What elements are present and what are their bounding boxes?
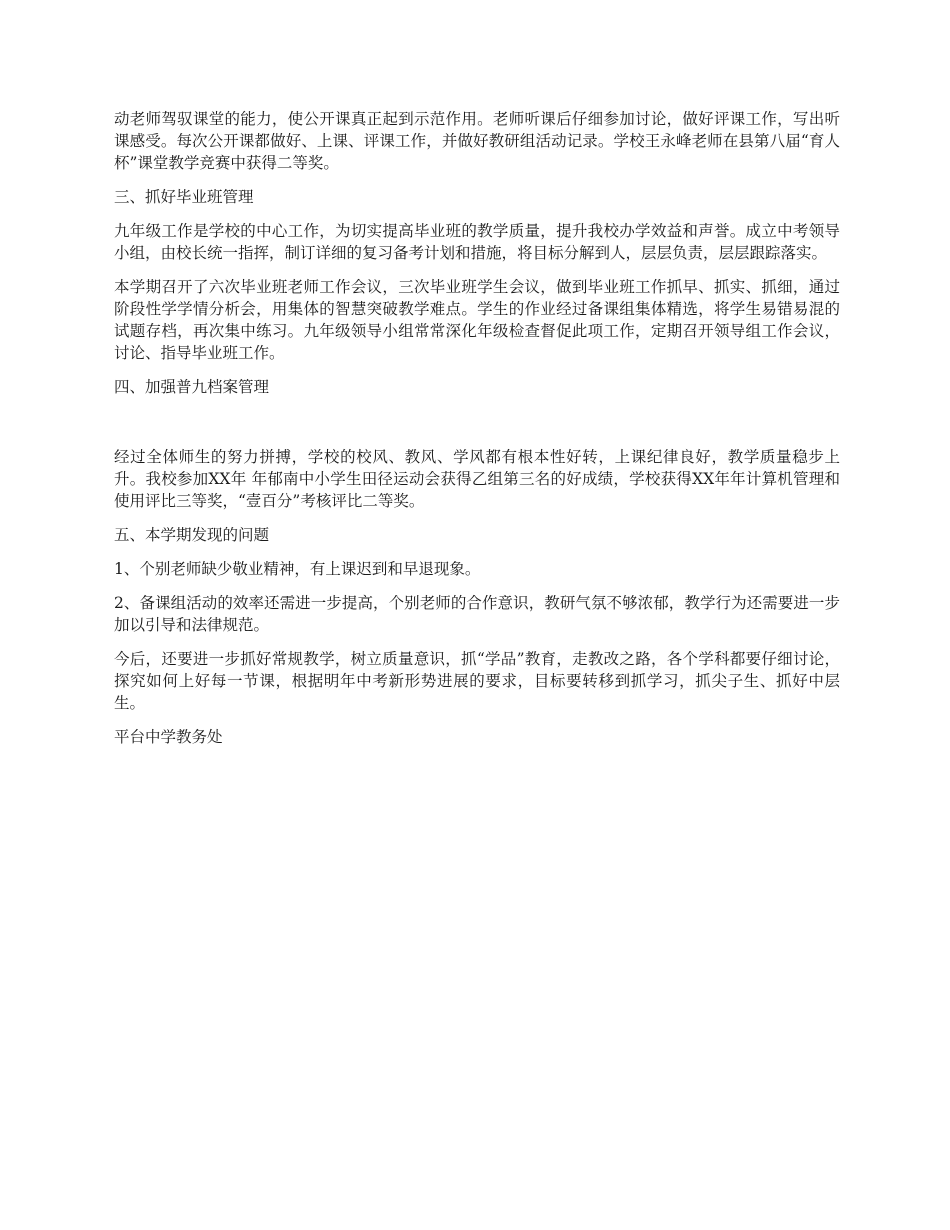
signature-office: 平台中学教务处 <box>114 728 223 746</box>
paragraph-achievements: 经过全体师生的努力拼搏，学校的校风、教风、学风都有根本性好转，上课纪律良好，教学质量稳步上升。我校参加XX年 年郁南中小学生田径运动会获得乙组第三名的好成绩，学校获得XX年年计算机管理和使用评比三等奖，“壹百分”考核评比二等奖。 <box>114 448 840 510</box>
document-page <box>114 108 840 760</box>
paragraph-problem-1: 1、个别老师缺少敬业精神，有上课迟到和早退现象。 <box>114 560 481 578</box>
paragraph-graduating-meetings: 本学期召开了六次毕业班老师工作会议，三次毕业班学生会议，做到毕业班工作抓早、抓实、抓细，通过阶段性学学情分析会，用集体的智慧突破教学难点。学生的作业经过备课组集体精选，将学生易错易混的试题存档，再次集中练习。九年级领导小组常常深化年级检查督促此项工作，定期召开领导组工作会议，讨论、指导毕业班工作。 <box>114 278 840 362</box>
paragraph-open-class: 动老师驾驭课堂的能力，使公开课真正起到示范作用。老师听课后仔细参加讨论，做好评课工作，写出听课感受。每次公开课都做好、上课、评课工作，并做好教研组活动记录。学校王永峰老师在县第八届“育人杯”课堂教学竞赛中获得二等奖。 <box>114 110 840 172</box>
paragraph-problem-2: 2、备课组活动的效率还需进一步提高，个别老师的合作意识，教研气氛不够浓郁，教学行为还需要进一步加以引导和法律规范。 <box>114 594 840 634</box>
paragraph-grade-nine: 九年级工作是学校的中心工作，为切实提高毕业班的教学质量，提升我校办学效益和声誉。成立中考领导小组，由校长统一指挥，制订详细的复习备考计划和措施，将目标分解到人，层层负责，层层跟踪落实。 <box>114 222 840 262</box>
paragraph-future-plan: 今后，还要进一步抓好常规教学，树立质量意识，抓“学品”教育，走教改之路，各个学科都要仔细讨论，探究如何上好每一节课，根据明年中考新形势进展的要求，目标要转移到抓学习，抓尖子生、抓好中层生。 <box>114 650 840 712</box>
heading-archive-management: 四、加强普九档案管理 <box>114 378 270 396</box>
heading-graduating-class: 三、抓好毕业班管理 <box>114 188 254 206</box>
heading-problems: 五、本学期发现的问题 <box>114 526 270 544</box>
blank-space <box>114 410 840 446</box>
